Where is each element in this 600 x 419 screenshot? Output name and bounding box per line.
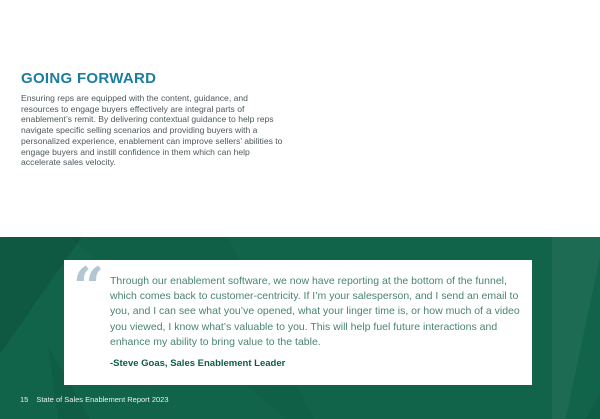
open-quote-icon: “ [73,255,101,319]
intro-paragraph: Ensuring reps are equipped with the content, guidance, and resources to engage buyers effectively are integral parts of enablement’s remit. By delivering contextual guidance to help reps navigate specific selling scenarios and providing buyers with a personalized experience, enablement can improve sellers’ abilities to engage buyers and instill confidence in them which can help accelerate sales velocity. [21,93,283,168]
quote-card [64,255,532,385]
quote-text: Through our enablement software, we now have reporting at the bottom of the funnel, which comes back to customer-centricity. If I’m your salesperson, and I send an email to you, and I can see what you’ve opened, what your linger time is, or how much of a video you viewed, I know what’s valuable to you. This will help fuel future interactions and enhance my ability to bring value to the table. [110,275,520,348]
quote-band [0,237,600,419]
page-title: GOING FORWARD [21,70,157,87]
quote-attribution: -Steve Goas, Sales Enablement Leader [110,358,286,369]
footer [20,395,169,404]
page-number: 15 [20,395,29,404]
report-title: State of Sales Enablement Report 2023 [36,395,169,404]
